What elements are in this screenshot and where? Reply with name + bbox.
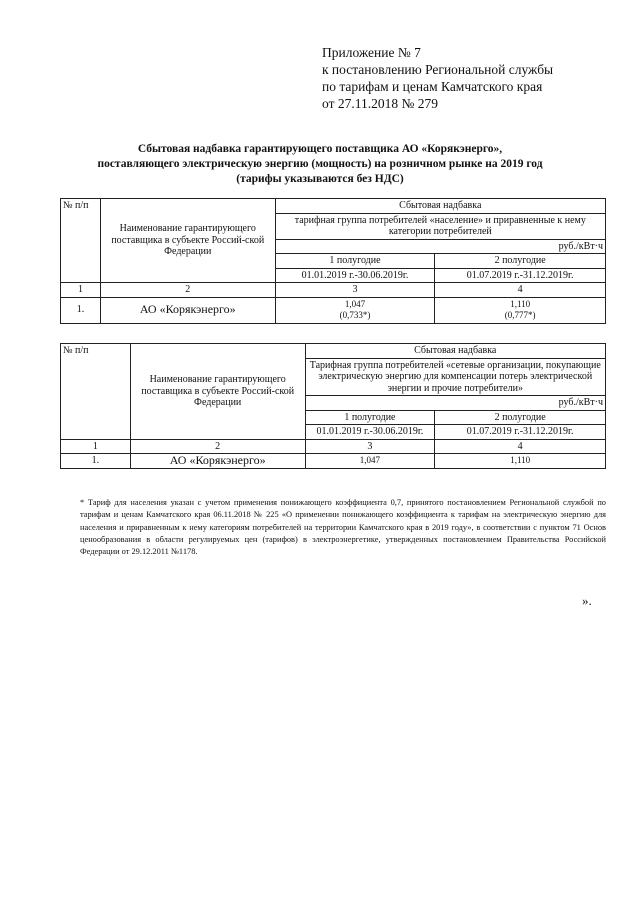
annex-authority-line: по тарифам и ценам Камчатского края: [322, 79, 543, 94]
annex-resolution-line: к постановлению Региональной службы: [322, 62, 554, 77]
half-year-2-dates: 01.07.2019 г.-31.12.2019г.: [435, 425, 606, 440]
col-header-supplier-name: Наименование гарантирующего поставщика в субъекте Россий-ской Федерации: [130, 344, 305, 440]
table-row: [61, 297, 606, 323]
table-row: [61, 454, 606, 469]
document-title: [40, 142, 600, 187]
tariff-table-other-consumers: [60, 343, 606, 469]
index-cell: 2: [130, 439, 305, 454]
half-year-1-value-cell: [275, 297, 435, 323]
supplier-name: АО «Корякэнерго»: [100, 297, 275, 323]
index-cell: 1: [61, 283, 101, 298]
index-cell: 4: [435, 439, 606, 454]
index-cell: 3: [275, 283, 435, 298]
half-year-2-reduced: (0,777*): [504, 310, 536, 320]
half-year-1-label: 1 полугодие: [305, 410, 435, 425]
half-year-1-label: 1 полугодие: [275, 254, 435, 269]
column-index-row: [61, 439, 606, 454]
tariff-group-label: Тарифная группа потребителей «сетевые организации, покупающие электрическую энергию для компенсации потерь электрической энергии и прочие потребители»: [305, 358, 605, 396]
half-year-2-value: 1,110: [510, 298, 531, 309]
annex-header: [322, 44, 553, 112]
row-number: 1.: [61, 454, 131, 469]
row-number: 1.: [61, 297, 101, 323]
unit-label: руб./кВт·ч: [305, 396, 605, 411]
half-year-2-label: 2 полугодие: [435, 410, 606, 425]
col-header-surcharge: Сбытовая надбавка: [275, 199, 605, 214]
closing-quote: ».: [582, 593, 592, 608]
unit-label: руб./кВт·ч: [275, 239, 605, 254]
half-year-1-dates: 01.01.2019 г.-30.06.2019г.: [305, 425, 435, 440]
half-year-1-reduced: (0,733*): [339, 310, 371, 320]
col-header-surcharge: Сбытовая надбавка: [305, 344, 605, 359]
annex-date-line: от 27.11.2018 № 279: [322, 96, 438, 111]
tariff-group-label: тарифная группа потребителей «население» и приравненные к нему категории потребителей: [275, 213, 605, 239]
half-year-2-value: 1,110: [435, 454, 606, 469]
index-cell: 1: [61, 439, 131, 454]
column-index-row: [61, 283, 606, 298]
half-year-1-value: 1,047: [305, 454, 435, 469]
col-header-number: № п/п: [61, 199, 101, 283]
index-cell: 4: [435, 283, 606, 298]
footnote: * Тариф для населения указан с учетом применения понижающего коэффициента 0,7, принятого постановлением Региональной службой по тарифам и ценам Камчатского края 06.11.2018 № 225 «О применении понижающего коэффициента к тарифам на электрическую энергию для населения и приравненным к нему категориям потребителей на территории Камчатского края в 2019 году», в соответствии с пунктом 71 Основ ценообразования в области регулируемых цен (тарифов) в электроэнергетике, утвержденных постановлением Правительства Российской Федерации от 29.12.2011 №1178.: [80, 498, 606, 557]
half-year-1-dates: 01.01.2019 г.-30.06.2019г.: [275, 268, 435, 283]
title-line-3: (тарифы указываются без НДС): [236, 173, 404, 185]
col-header-supplier-name: Наименование гарантирующего поставщика в субъекте Россий-ской Федерации: [100, 199, 275, 283]
annex-number: Приложение № 7: [322, 45, 421, 60]
title-line-2: поставляющего электрическую энергию (мощность) на розничном рынке на 2019 год: [97, 158, 543, 170]
half-year-2-label: 2 полугодие: [435, 254, 606, 269]
col-header-number: № п/п: [61, 344, 131, 440]
index-cell: 2: [100, 283, 275, 298]
tariff-table-population: [60, 198, 606, 324]
half-year-2-dates: 01.07.2019 г.-31.12.2019г.: [435, 268, 606, 283]
half-year-2-value-cell: [435, 297, 606, 323]
half-year-1-value: 1,047: [344, 298, 366, 309]
index-cell: 3: [305, 439, 435, 454]
supplier-name: АО «Корякэнерго»: [130, 454, 305, 469]
title-line-1: Сбытовая надбавка гарантирующего поставщика АО «Корякэнерго»,: [137, 143, 503, 155]
